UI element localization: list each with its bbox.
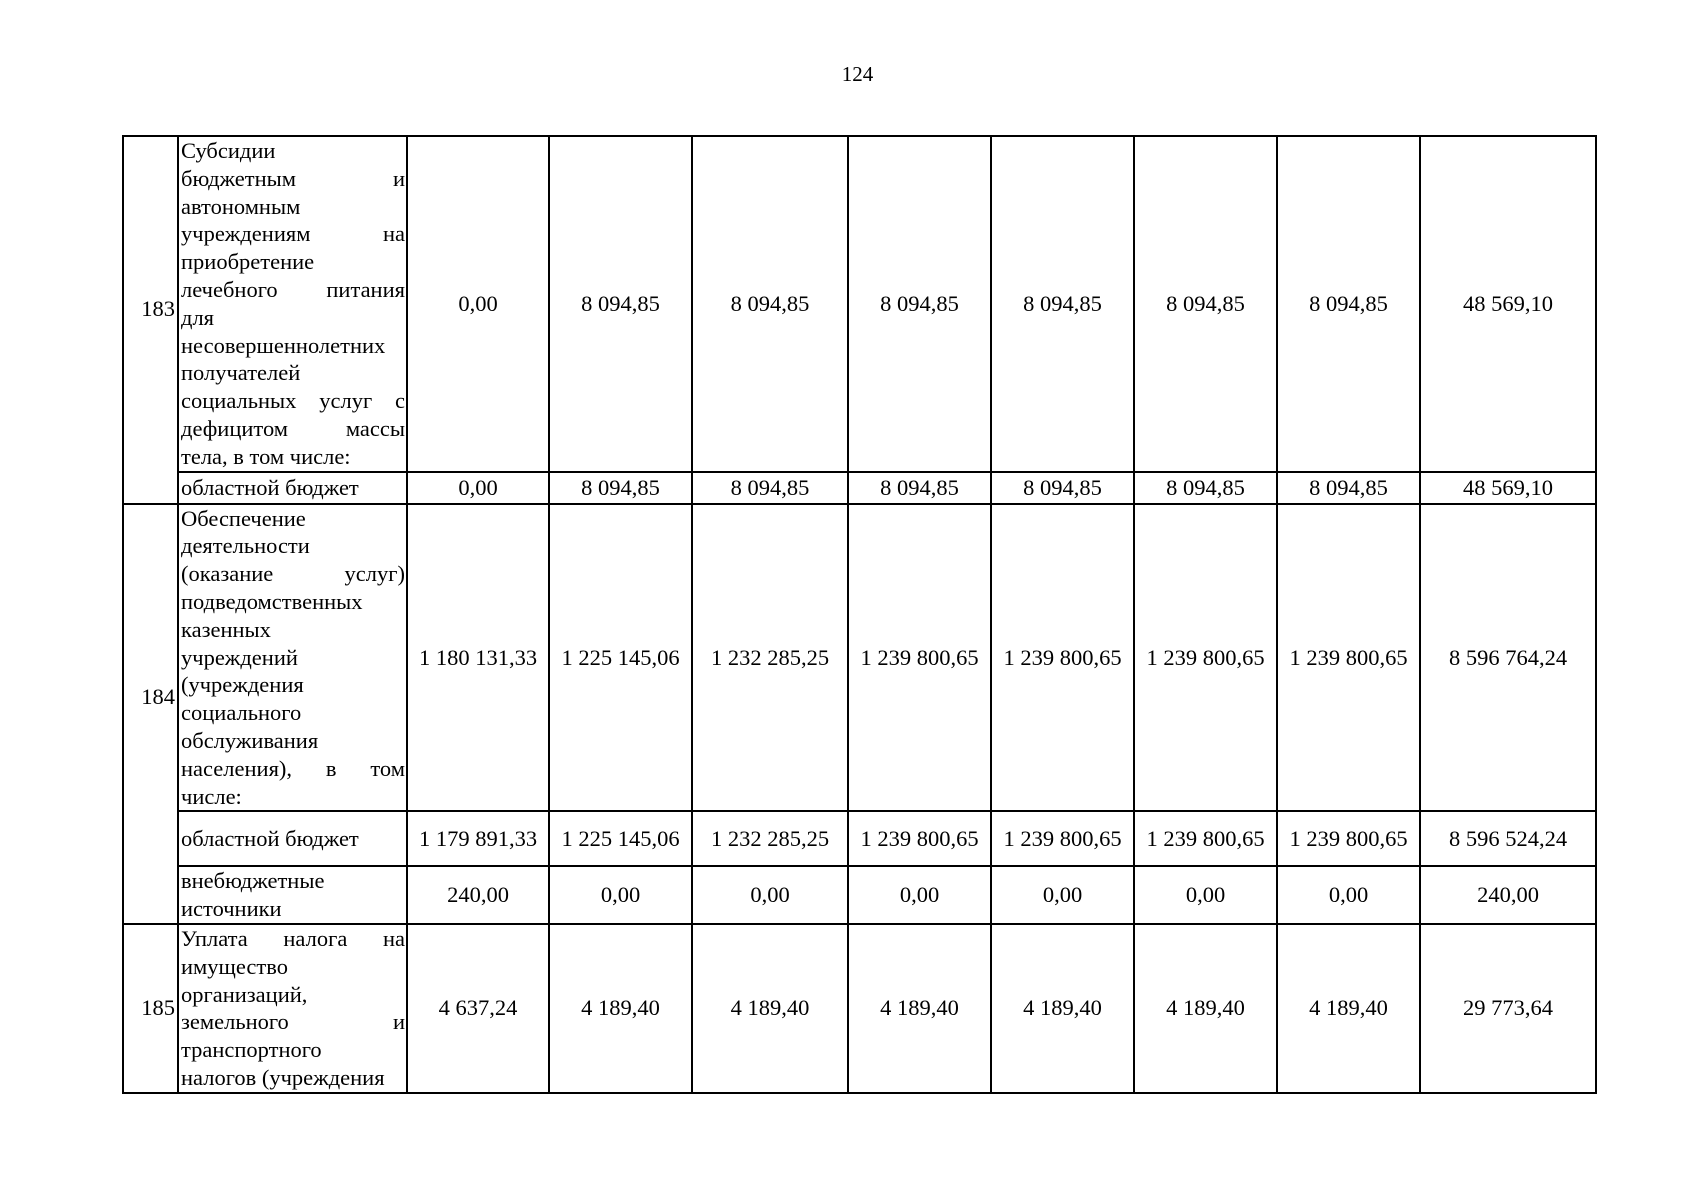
value-cell: 1 239 800,65 [991,504,1134,812]
row-label-line: числе: [181,783,242,809]
table-row [123,504,1596,812]
value-cell: 8 094,85 [1277,136,1420,472]
row-label [178,472,407,504]
value-cell: 4 637,24 [407,924,549,1093]
value-cell: 1 232 285,25 [692,504,848,812]
value-cell: 8 094,85 [991,136,1134,472]
row-label-line: подведомственных [181,588,363,614]
table-subrow [123,472,1596,504]
value-cell: 8 094,85 [549,136,692,472]
row-label-line: областной бюджет [181,825,359,851]
row-number: 184 [123,504,178,924]
value-cell: 240,00 [1420,866,1596,924]
row-label-line: деятельности [181,533,310,559]
table-subrow [123,866,1596,924]
table-row [123,136,1596,472]
value-cell: 0,00 [991,866,1134,924]
row-label-line: организаций, [181,981,308,1007]
value-cell: 8 094,85 [1277,472,1420,504]
value-cell: 4 189,40 [848,924,991,1093]
row-label-line: источники [181,896,282,922]
value-cell: 4 189,40 [991,924,1134,1093]
row-label-line: бюджетным и [181,165,405,191]
value-cell: 8 596 524,24 [1420,811,1596,866]
value-cell: 0,00 [549,866,692,924]
value-cell: 8 094,85 [1134,472,1277,504]
value-cell: 1 239 800,65 [1277,811,1420,866]
value-cell: 8 094,85 [1134,136,1277,472]
value-cell: 4 189,40 [692,924,848,1093]
row-label-line: автономным [181,193,301,219]
value-cell: 0,00 [407,136,549,472]
row-label-line: населения), в том [181,755,405,781]
row-label-line: налогов (учреждения [181,1064,385,1090]
table-row [123,924,1596,1093]
row-label-line: (учреждения [181,672,304,698]
row-label-line: Уплата налога на [181,925,405,951]
value-cell: 4 189,40 [1277,924,1420,1093]
value-cell: 8 596 764,24 [1420,504,1596,812]
value-cell: 8 094,85 [991,472,1134,504]
value-cell: 4 189,40 [1134,924,1277,1093]
row-label-line: транспортного [181,1037,322,1063]
row-label [178,924,407,1093]
row-label-line: социального [181,700,302,726]
row-label-line: областной бюджет [181,474,359,500]
row-label-line: социальных услуг с [181,388,405,414]
value-cell: 1 239 800,65 [848,811,991,866]
table-subrow [123,811,1596,866]
budget-table [122,135,1597,1094]
row-label-line: Обеспечение [181,505,306,531]
row-number: 183 [123,136,178,504]
value-cell: 1 225 145,06 [549,811,692,866]
row-label-line: для [181,304,215,330]
value-cell: 1 232 285,25 [692,811,848,866]
row-label [178,811,407,866]
row-label-line: учреждений [181,644,298,670]
row-number: 185 [123,924,178,1093]
value-cell: 240,00 [407,866,549,924]
value-cell: 8 094,85 [848,472,991,504]
value-cell: 0,00 [692,866,848,924]
row-label [178,866,407,924]
row-label-line: имущество [181,953,288,979]
row-label-line: несовершеннолетних [181,332,386,358]
row-label-line: приобретение [181,249,315,275]
value-cell: 48 569,10 [1420,472,1596,504]
value-cell: 8 094,85 [549,472,692,504]
value-cell: 1 239 800,65 [1134,811,1277,866]
row-label [178,504,407,812]
page-number: 124 [841,62,874,86]
row-label-line: казенных [181,616,271,642]
value-cell: 0,00 [1277,866,1420,924]
row-label-line: учреждениям на [181,221,405,247]
row-label-line: получателей [181,360,301,386]
row-label-line: земельного и [181,1009,405,1035]
value-cell: 1 239 800,65 [991,811,1134,866]
row-label-line: дефицитом массы [181,415,405,441]
value-cell: 1 180 131,33 [407,504,549,812]
value-cell: 1 239 800,65 [1134,504,1277,812]
value-cell: 1 225 145,06 [549,504,692,812]
row-label-line: лечебного питания [181,276,405,302]
row-label-line: внебюджетные [181,868,325,894]
value-cell: 8 094,85 [692,136,848,472]
value-cell: 1 179 891,33 [407,811,549,866]
table-body [123,136,1596,1093]
value-cell: 1 239 800,65 [848,504,991,812]
value-cell: 0,00 [407,472,549,504]
row-label-line: обслуживания [181,727,319,753]
value-cell: 48 569,10 [1420,136,1596,472]
row-label-line: Субсидии [181,138,276,163]
value-cell: 1 239 800,65 [1277,504,1420,812]
value-cell: 4 189,40 [549,924,692,1093]
value-cell: 0,00 [848,866,991,924]
row-label-line: (оказание услуг) [181,561,405,587]
row-label-line: тела, в том числе: [181,443,351,469]
value-cell: 8 094,85 [692,472,848,504]
value-cell: 29 773,64 [1420,924,1596,1093]
value-cell: 8 094,85 [848,136,991,472]
row-label [178,136,407,472]
value-cell: 0,00 [1134,866,1277,924]
